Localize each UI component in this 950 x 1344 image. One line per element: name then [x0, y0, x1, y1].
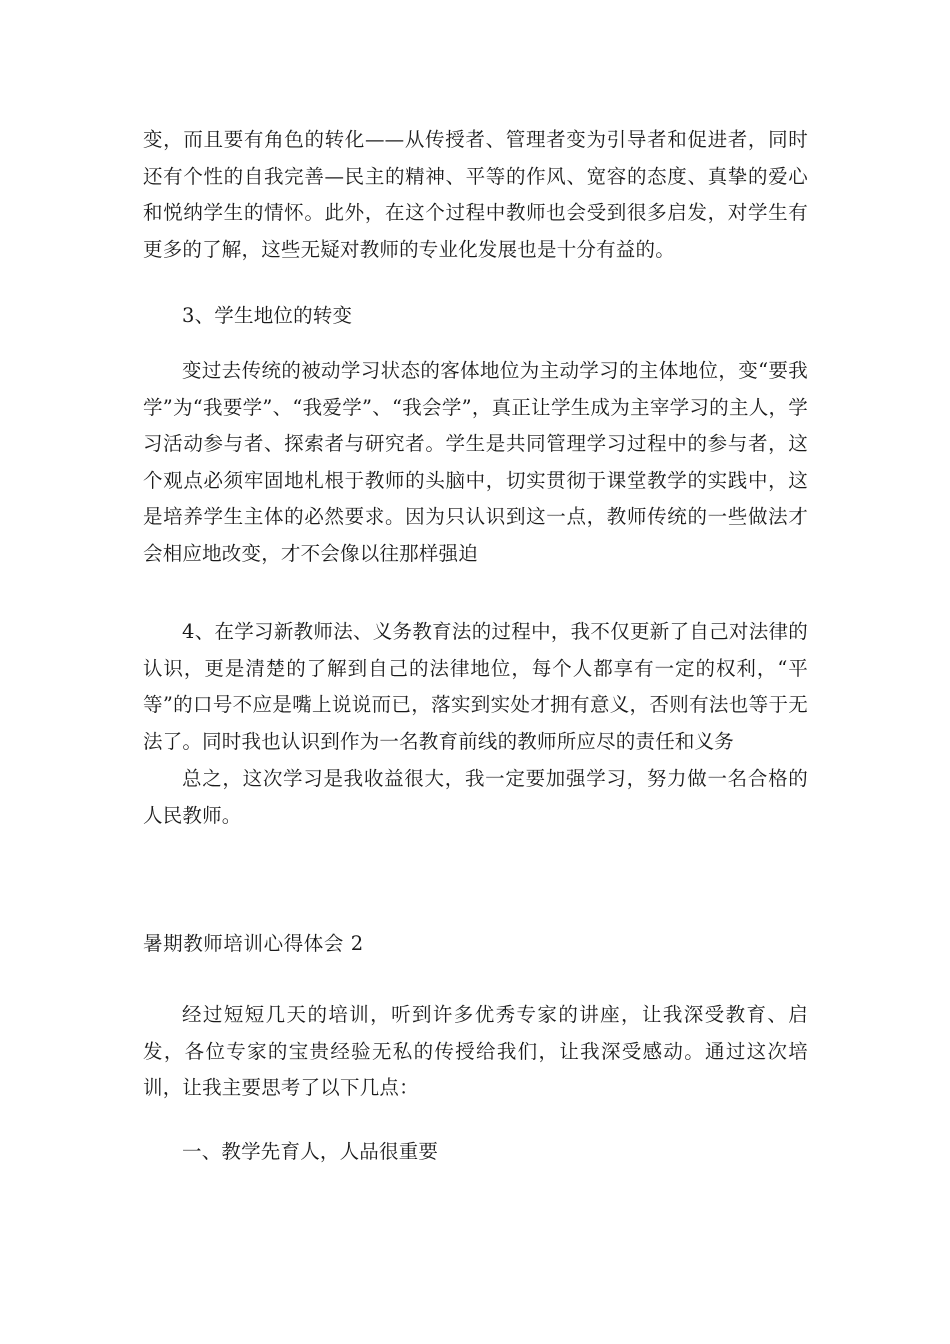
paragraph-conclusion: 总之，这次学习是我收益很大，我一定要加强学习，努力做一名合格的人民教师。 — [143, 767, 808, 827]
paragraph-student-status: 变过去传统的被动学习状态的客体地位为主动学习的主体地位，变“要我学”为“我要学”、“我爱学”、“我会学”，真正让学生成为主宰学习的主人，学习活动参与者、探索者与研究者。学生是共同管理学习过程中的参与者，这个观点必须牢固地札根于教师的头脑中，切实贯彻于课堂教学的实践中，这是培养学生主体的必然要求。因为只认识到这一点，教师传统的一些做法才会相应地改变，才不会像以往那样强迫 — [143, 359, 808, 565]
paragraph-training-intro: 经过短短几天的培训，听到许多优秀专家的讲座，让我深受教育、启发，各位专家的宝贵经验无私的传授给我们，让我深受感动。通过这次培训，让我主要思考了以下几点： — [143, 1003, 808, 1099]
paragraph-role-transformation: 变，而且要有角色的转化——从传授者、管理者变为引导者和促进者，同时还有个性的自我完善—民主的精神、平等的作风、宽容的态度、真挚的爱心和悦纳学生的情怀。此外，在这个过程中教师也会受到很多启发，对学生有更多的了解，这些无疑对教师的专业化发展也是十分有益的。 — [143, 128, 808, 261]
section-heading-student-status: 3、学生地位的转变 — [182, 304, 353, 327]
article-title: 暑期教师培训心得体会 2 — [143, 932, 364, 955]
paragraph-teacher-law: 4、在学习新教师法、义务教育法的过程中，我不仅更新了自己对法律的认识，更是清楚的了解到自己的法律地位，每个人都享有一定的权利，“平等”的口号不应是嘴上说说而已，落实到实处才拥有意义，否则有法也等于无法了。同时我也认识到作为一名教育前线的教师所应尽的责任和义务 — [143, 620, 808, 753]
section-heading-teaching-first: 一、教学先育人，人品很重要 — [182, 1140, 439, 1163]
